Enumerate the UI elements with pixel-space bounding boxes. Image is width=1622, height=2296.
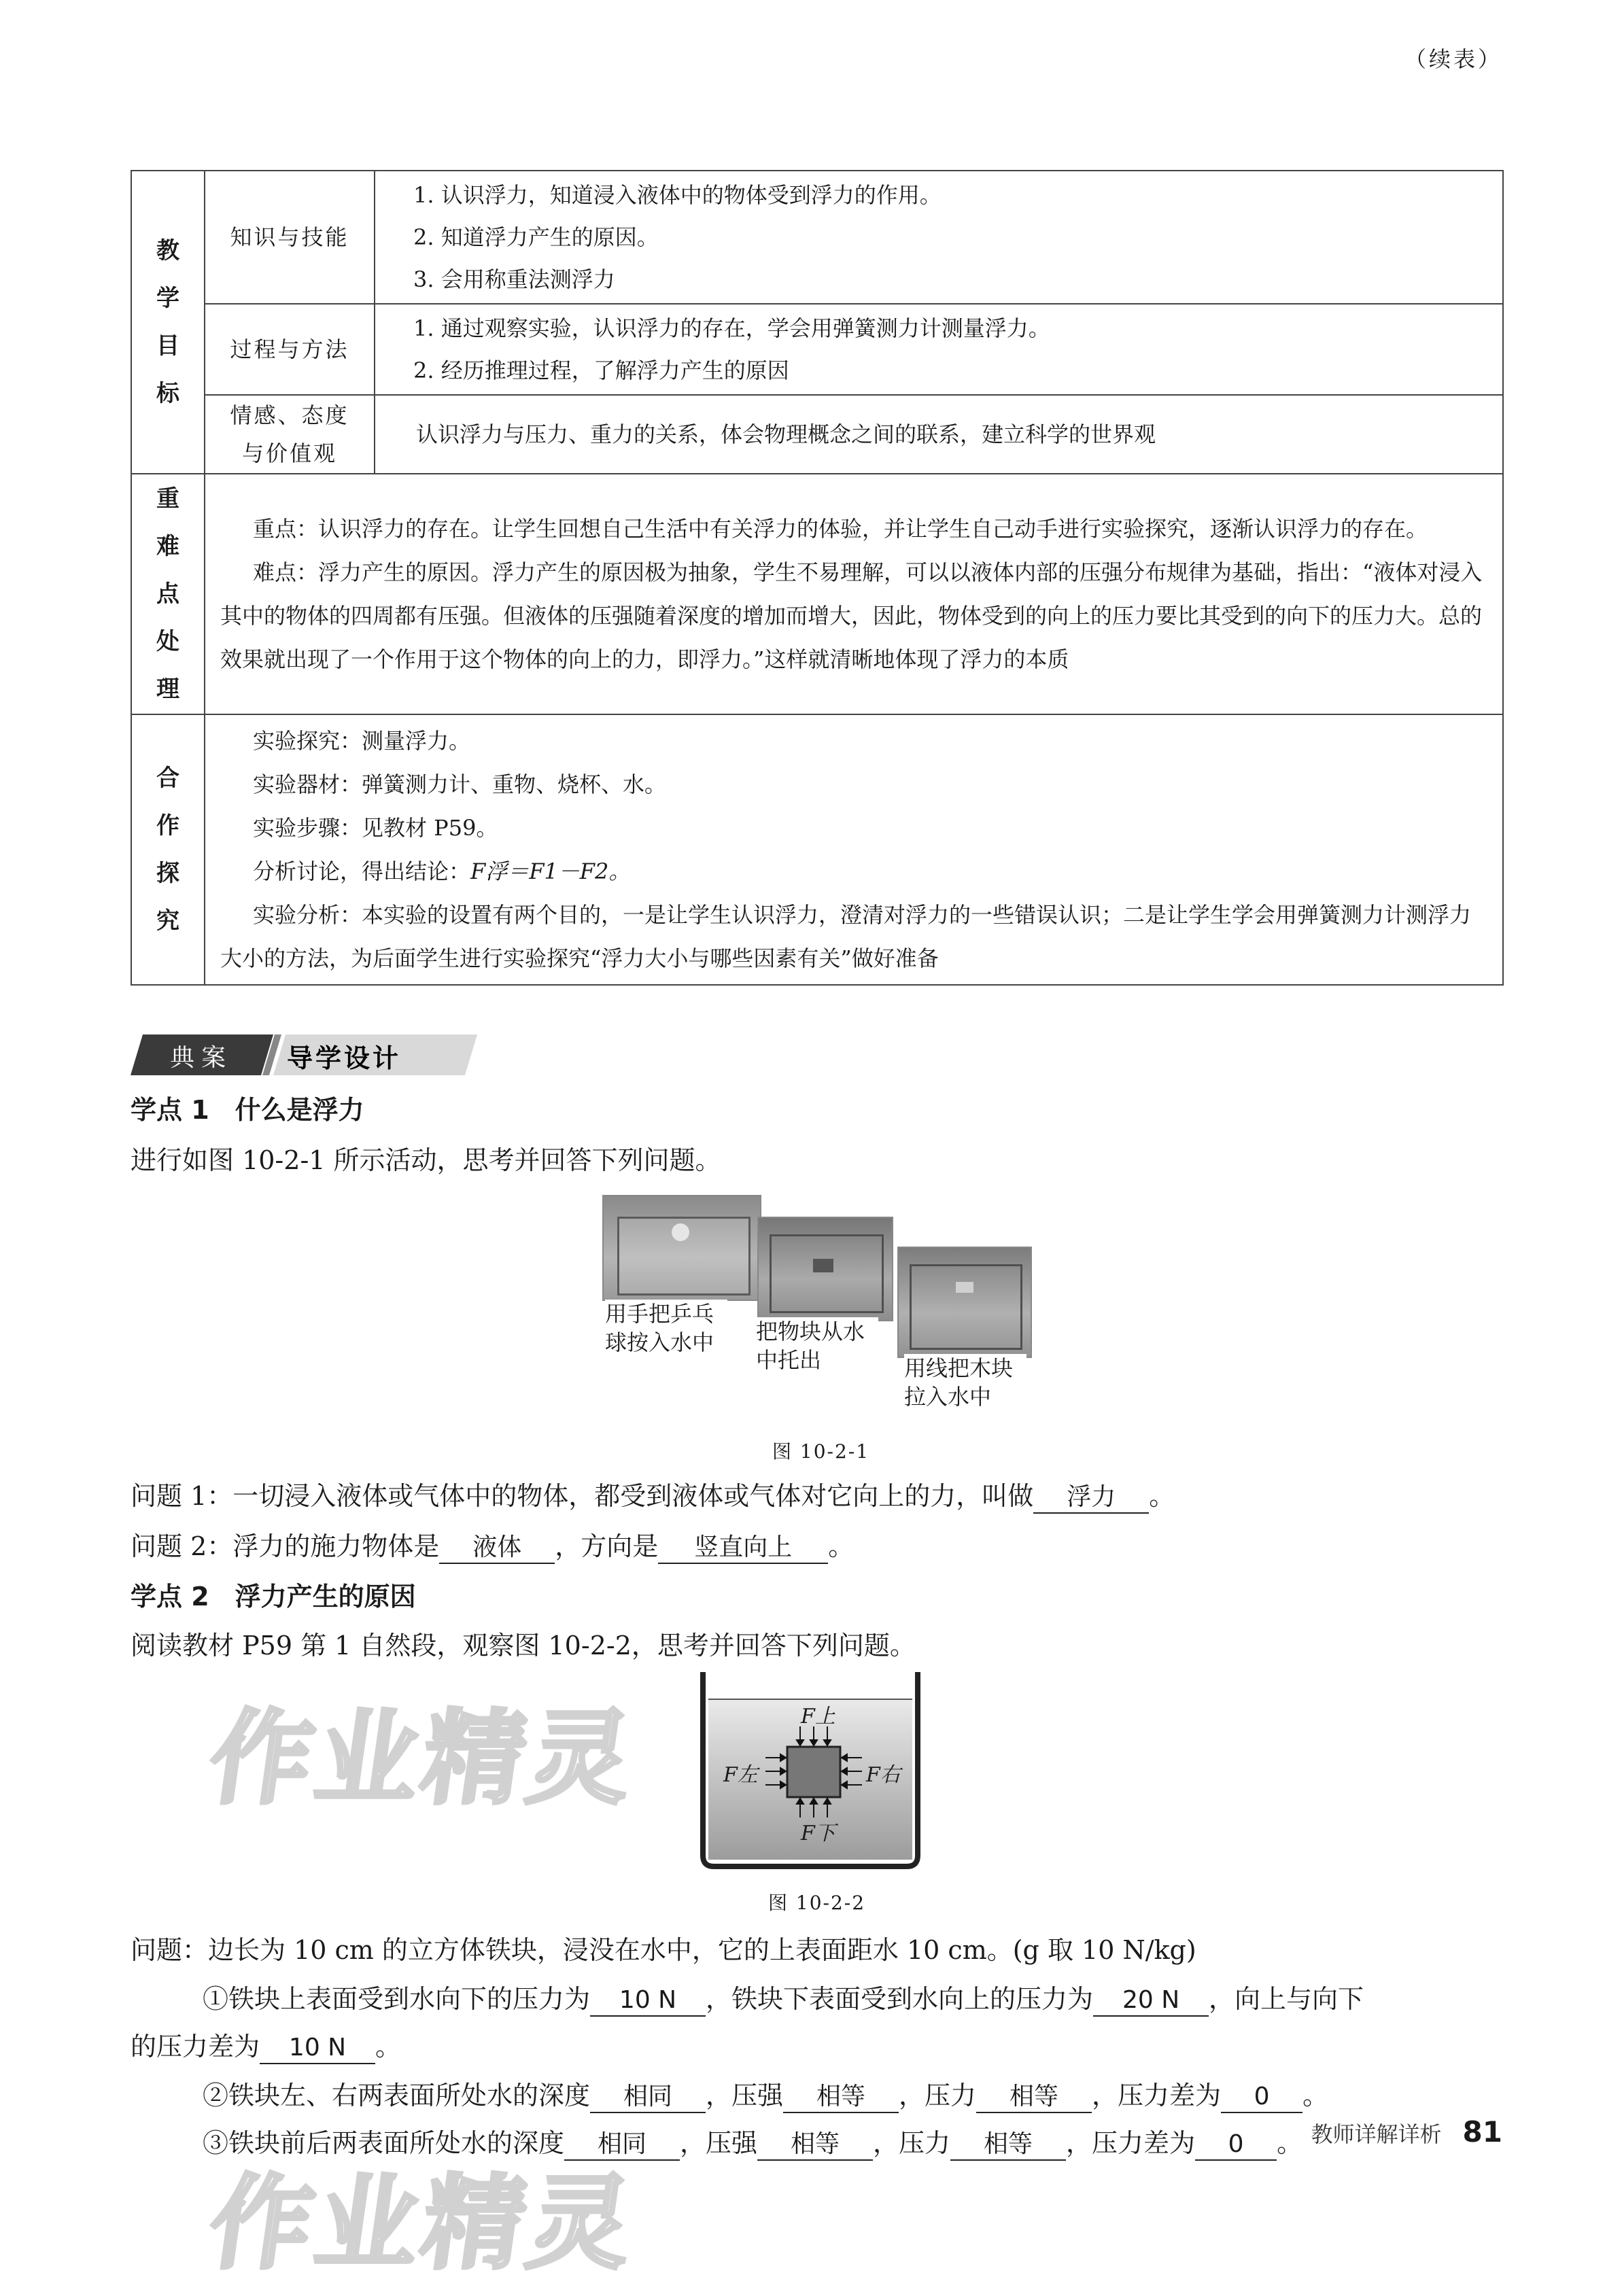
keypoints-difficulty: 难点：浮力产生的原因。浮力产生的原因极为抽象，学生不易理解，可以以液体内部的压强分布规律为基础，指出：“液体对浸入其中的物体的四周都有压强。但液体的压强随着深度的增加而增大，因此，物体受到的向上的压力要比其受到的向下的压力大。总的效果就出现了一个作用于这个物体的向上的力，即浮力。”这样就清晰地体现了浮力的本质 [220, 559, 1483, 672]
q2-answer-1: 液体 [439, 1533, 555, 1564]
a1b-text: 的压力差为 [131, 2032, 260, 2062]
a1-end: ，向上与向下 [1209, 1984, 1364, 2014]
fig2-caption: 图 10-2-2 [768, 1892, 866, 1914]
photo-label-block: 把物块从水中托出 [756, 1317, 878, 1374]
a3-end: 。 [1277, 2128, 1303, 2158]
page-number: 81 [1462, 2115, 1502, 2149]
q2-end: 。 [828, 1531, 855, 1561]
watermark-bottom: 作业精灵 [202, 2165, 644, 2283]
force-left-label: F左 [723, 1763, 758, 1787]
photo-label-pingpong: 用手把乒乓球按入水中 [605, 1300, 727, 1357]
a3-mid: ，压力 [873, 2128, 951, 2158]
cooperation-line: 实验分析：本实验的设置有两个目的，一是让学生认识浮力，澄清对浮力的一些错误认识；二是让学生学会用弹簧测力计测浮力大小的方法，为后面学生进行实验探究“浮力大小与哪些因素有关”做好准备 [220, 902, 1472, 971]
a1-answer-1: 10 N [590, 1985, 706, 2017]
q2-answer-2: 竖直向上 [658, 1533, 828, 1564]
process-item: 1. 通过观察实验，认识浮力的存在，学会用弹簧测力计测量浮力。 [413, 315, 1050, 341]
emotion-text: 认识浮力与压力、重力的关系，体会物理概念之间的联系，建立科学的世界观 [375, 395, 1503, 474]
process-label: 过程与方法 [205, 304, 375, 395]
answer-1b [131, 2025, 401, 2064]
a1b-end: 。 [375, 2032, 402, 2062]
cooperation-line: 实验步骤：见教材 P59。 [253, 815, 498, 841]
keypoints-content [205, 474, 1503, 714]
a2-text: ②铁块左、右两表面所处水的深度 [203, 2081, 591, 2110]
photo-wood [897, 1247, 1032, 1358]
knowledge-items [375, 171, 1503, 304]
q1-end: 。 [1149, 1481, 1175, 1511]
a1-mid: ，铁块下表面受到水向上的压力为 [706, 1984, 1094, 2014]
banner-left-label: 典案 [170, 1044, 233, 1072]
point1-title: 学点 1 什么是浮力 [131, 1095, 364, 1125]
a1b-answer: 10 N [260, 2033, 375, 2064]
a3-mid: ，压强 [680, 2128, 758, 2158]
watermark-middle: 作业精灵 [202, 1700, 644, 1818]
q2-text: 问题 2：浮力的施力物体是 [131, 1531, 440, 1561]
knowledge-item: 3. 会用称重法测浮力 [413, 266, 615, 292]
question-2 [131, 1525, 854, 1564]
a1-text: ①铁块上表面受到水向下的压力为 [203, 1984, 591, 2014]
point2-question: 问题：边长为 10 cm 的立方体铁块，浸没在水中，它的上表面距水 10 cm。(g 取 10 N/kg) [131, 1935, 1196, 1965]
process-item: 2. 经历推理过程，了解浮力产生的原因 [413, 358, 789, 383]
a2-mid: ，压强 [706, 2081, 784, 2110]
answer-2 [203, 2074, 1328, 2113]
a2-answer-2: 相等 [783, 2082, 899, 2113]
photo-label-wood: 用线把木块拉入水中 [904, 1354, 1026, 1411]
photo-pingpong [602, 1195, 761, 1301]
emotion-label [205, 395, 375, 474]
a2-end: 。 [1302, 2081, 1329, 2110]
q2-mid: ，方向是 [555, 1531, 659, 1561]
process-items [375, 304, 1503, 395]
point1-intro: 进行如图 10-2-1 所示活动，思考并回答下列问题。 [131, 1145, 721, 1175]
a2-mid: ，压力差为 [1092, 2081, 1222, 2110]
a2-answer-4: 0 [1221, 2082, 1302, 2113]
force-right-label: F右 [866, 1763, 901, 1787]
a3-mid: ，压力差为 [1066, 2128, 1196, 2158]
force-bottom-label: F下 [801, 1822, 835, 1845]
cooperation-line: 实验器材：弹簧测力计、重物、烧杯、水。 [253, 771, 667, 797]
section-banner [131, 1034, 484, 1075]
point2-title: 学点 2 浮力产生的原因 [131, 1582, 416, 1612]
knowledge-label: 知识与技能 [205, 171, 375, 304]
q1-answer: 浮力 [1033, 1482, 1149, 1514]
photo-block [757, 1217, 893, 1321]
keypoints-category: 重难点处理 [131, 474, 205, 714]
q1-text: 问题 1：一切浸入液体或气体中的物体，都受到液体或气体对它向上的力，叫做 [131, 1481, 1034, 1511]
cooperation-category: 合作探究 [131, 714, 205, 985]
a2-mid: ，压力 [899, 2081, 977, 2110]
force-top-label: F上 [801, 1705, 835, 1728]
knowledge-item: 1. 认识浮力，知道浸入液体中的物体受到浮力的作用。 [413, 182, 942, 208]
a2-answer-3: 相等 [976, 2082, 1092, 2113]
a3-answer-1: 相同 [564, 2129, 680, 2161]
fig1-caption: 图 10-2-1 [772, 1440, 870, 1463]
a3-answer-3: 相等 [950, 2129, 1066, 2161]
conclusion-text: 分析讨论，得出结论： [253, 858, 471, 884]
banner-right-label: 导学设计 [287, 1043, 402, 1073]
emotion-label-line1: 情感、态度 [230, 402, 349, 428]
keypoints-focus: 重点：认识浮力的存在。让学生回想自己生活中有关浮力的体验，并让学生自己动手进行实验探究，逐渐认识浮力的存在。 [253, 516, 1428, 542]
answer-1 [203, 1978, 1364, 2017]
objectives-category: 教学目标 [131, 171, 205, 474]
a3-answer-4: 0 [1195, 2129, 1277, 2161]
lesson-plan-table [131, 170, 1504, 986]
a3-text: ③铁块前后两表面所处水的深度 [203, 2128, 565, 2158]
a3-answer-2: 相等 [757, 2129, 873, 2161]
buoyancy-formula: F浮＝F1－F2。 [470, 858, 631, 884]
emotion-label-line2: 与价值观 [241, 440, 337, 466]
cooperation-content [205, 714, 1503, 985]
knowledge-item: 2. 知道浮力产生的原因。 [413, 224, 659, 250]
page-footer [1311, 2115, 1502, 2149]
cooperation-line: 实验探究：测量浮力。 [253, 728, 471, 754]
footer-label: 教师详解详析 [1311, 2121, 1442, 2147]
point2-intro: 阅读教材 P59 第 1 自然段，观察图 10-2-2，思考并回答下列问题。 [131, 1631, 916, 1660]
question-1 [131, 1475, 1175, 1514]
a1-answer-2: 20 N [1093, 1985, 1209, 2017]
continued-label: （续表） [1404, 46, 1502, 72]
a2-answer-1: 相同 [590, 2082, 706, 2113]
cooperation-line [220, 850, 1487, 893]
